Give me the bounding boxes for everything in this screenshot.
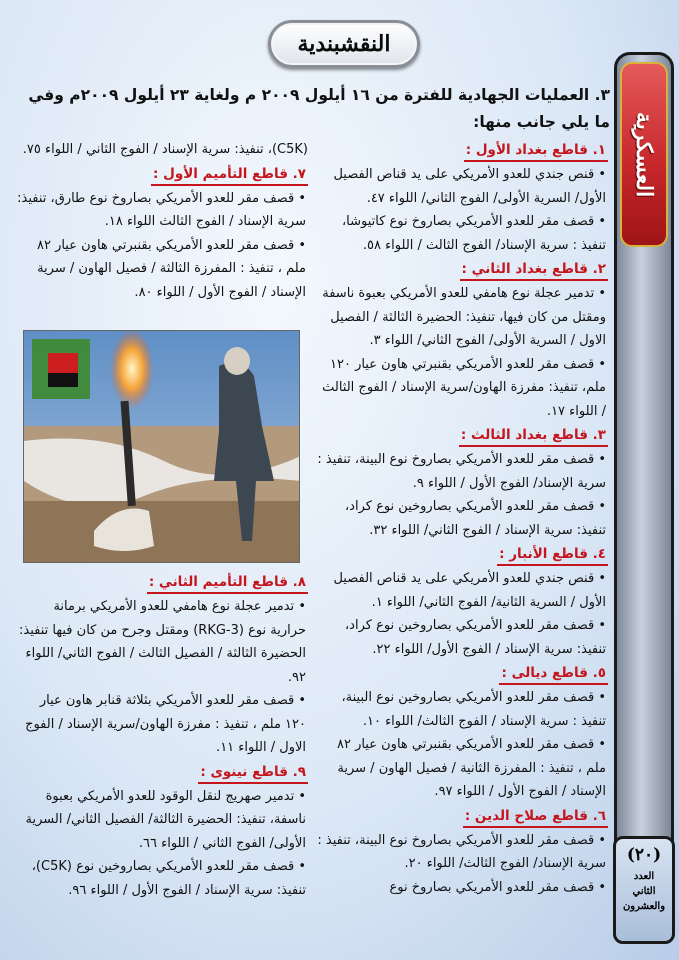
report-item: • قصف مقر للعدو الأمريكي بصاروخين نوع البينة، تنفيذ : سرية الإسناد / الفوج الثالث/ اللواء ١٠. — [314, 686, 608, 733]
report-section — [16, 760, 308, 903]
report-item: • قصف مقر للعدو الأمريكي بصاروخين نوع كراد، تنفيذ: سرية الإسناد / الفوج الأول/ اللواء ٢٢. — [314, 614, 608, 661]
report-item: • قصف مقر للعدو الأمريكي بثلاثة قنابر هاون عيار ١٢٠ ملم ، تنفيذ : مفرزة الهاون/سرية الإسناد / الفوج الاول / اللواء ١١. — [16, 689, 308, 760]
section-heading: ٤. قاطع الأنبار : — [497, 544, 608, 566]
section-heading: ٦. قاطع صلاح الدين : — [463, 806, 608, 828]
report-section — [314, 804, 608, 900]
report-item: • قصف مقر للعدو الأمريكي بصاروخ نوع طارق، تنفيذ: سرية الإسناد / الفوج الثالث اللواء ١٨. — [16, 187, 308, 234]
report-section — [16, 570, 308, 760]
issue-label — [616, 869, 672, 914]
left-column-top — [16, 138, 308, 304]
section-heading: ٥. قاطع ديالى : — [499, 663, 608, 685]
report-section — [16, 162, 308, 305]
report-section — [314, 661, 608, 804]
report-section — [314, 423, 608, 542]
banner-title: النقشبندية — [297, 31, 391, 57]
report-item: • قصف مقر للعدو الأمريكي بقنبرتي هاون عيار ٨٢ ملم ، تنفيذ : المفرزة الثالثة / فصيل الهاون / سرية الإسناد / الفوج الأول / اللواء ٨٠. — [16, 234, 308, 305]
report-item: • قنص جندي للعدو الأمريكي على يد قناص الفصيل الأول/ السرية الأولى/ الفوج الثاني/ اللواء ٤٧. — [314, 163, 608, 210]
report-item: • قصف مقر للعدو الأمريكي بصاروخين نوع (C5K)، تنفيذ: سرية الإسناد / الفوج الأول / اللواء ٩٦. — [16, 855, 308, 902]
report-item: • قصف مقر للعدو الأمريكي بقنبرتي هاون عيار ١٢٠ ملم، تنفيذ: مفرزة الهاون/سرية الإسناد / الفوج الثالث / اللواء ١٧. — [314, 353, 608, 424]
section-heading: ٢. قاطع بغداد الثاني : — [460, 259, 608, 281]
report-item: • قنص جندي للعدو الأمريكي على يد قناص الفصيل الأول / السرية الثانية/ الفوج الثاني/ اللواء ١. — [314, 567, 608, 614]
report-item: • قصف مقر للعدو الأمريكي بقنبرتي هاون عيار ٨٢ ملم ، تنفيذ : المفرزة الثانية / فصيل الهاون / سرية الإسناد / الفوج الأول / اللواء ٩٧. — [314, 733, 608, 804]
section-heading: ٣. قاطع بغداد الثالث : — [459, 425, 608, 447]
report-item: • تدمير عجلة نوع هامفي للعدو الأمريكي برمانة حرارية نوع (RKG-3) ومقتل وجرح من كان فيها تنفيذ: الحضيرة الثالثة / الفصيل الثالث / الفوج الثاني/ اللواء ٩٢. — [16, 595, 308, 689]
report-item: • تدمير عجلة نوع هامفي للعدو الأمريكي بعبوة ناسفة ومقتل من كان فيها، تنفيذ: الحضيرة الثالثة / الفصيل الاول / السرية الأولى/ الفوج الثاني/ اللواء ٣. — [314, 282, 608, 353]
report-item: • قصف مقر للعدو الأمريكي بصاروخ نوع كاتيوشا، تنفيذ : سرية الإسناد/ الفوج الثالث / اللواء ٥٨. — [314, 210, 608, 257]
issue-label-line: العدد — [633, 871, 655, 882]
right-column — [314, 138, 608, 899]
issue-number: (٢٠) — [626, 845, 662, 865]
section-title-text: العسكرية — [631, 111, 657, 198]
report-item: • قصف مقر للعدو الأمريكي بصاروخين نوع كراد، تنفيذ: سرية الإسناد / الفوج الثاني/ اللواء ٣٢. — [314, 495, 608, 542]
report-item: • تدمير صهريج لنقل الوقود للعدو الأمريكي بعبوة ناسفة، تنفيذ: الحضيرة الثالثة/ الفصيل الثاني/ السرية الأولى/ الفوج الثاني / اللواء ٦٦. — [16, 785, 308, 856]
section-heading: ٧. قاطع التأميم الأول : — [151, 164, 308, 186]
section-heading: ١. قاطع بغداد الأول : — [464, 140, 608, 162]
continuation-text: (C5K)، تنفيذ: سرية الإسناد / الفوج الثاني / اللواء ٧٥. — [22, 142, 308, 157]
report-section — [314, 257, 608, 423]
section-heading: ٨. قاطع التأميم الثاني : — [147, 572, 308, 594]
header-banner — [268, 20, 420, 68]
report-section — [314, 542, 608, 661]
photo-illustration — [24, 331, 300, 563]
issue-badge — [613, 836, 675, 944]
issue-label-line: والعشرون — [622, 901, 666, 912]
intro-paragraph: ٣. العمليات الجهادية للفترة من ١٦ أيلول ٢٠٠٩ م ولغاية ٢٣ أيلول ٢٠٠٩م وفي ما يلي جانب منها: — [28, 86, 610, 131]
section-title-badge — [620, 62, 668, 247]
report-item: • قصف مقر للعدو الأمريكي بصاروخ نوع البينة، تنفيذ : سرية الإسناد/ الفوج الأول / اللواء ٩. — [314, 448, 608, 495]
section-heading: ٩. قاطع نينوى : — [198, 762, 308, 784]
report-item: • قصف مقر للعدو الأمريكي بصاروخ نوع — [314, 876, 608, 900]
report-item: • قصف مقر للعدو الأمريكي بصاروخ نوع البينة، تنفيذ : سرية الإسناد/ الفوج الثالث/ اللواء ٢٠. — [314, 829, 608, 876]
mortar-photo — [23, 330, 300, 563]
issue-label-line: الثاني — [632, 886, 656, 897]
report-section — [314, 138, 608, 257]
left-column-bottom — [16, 570, 308, 902]
